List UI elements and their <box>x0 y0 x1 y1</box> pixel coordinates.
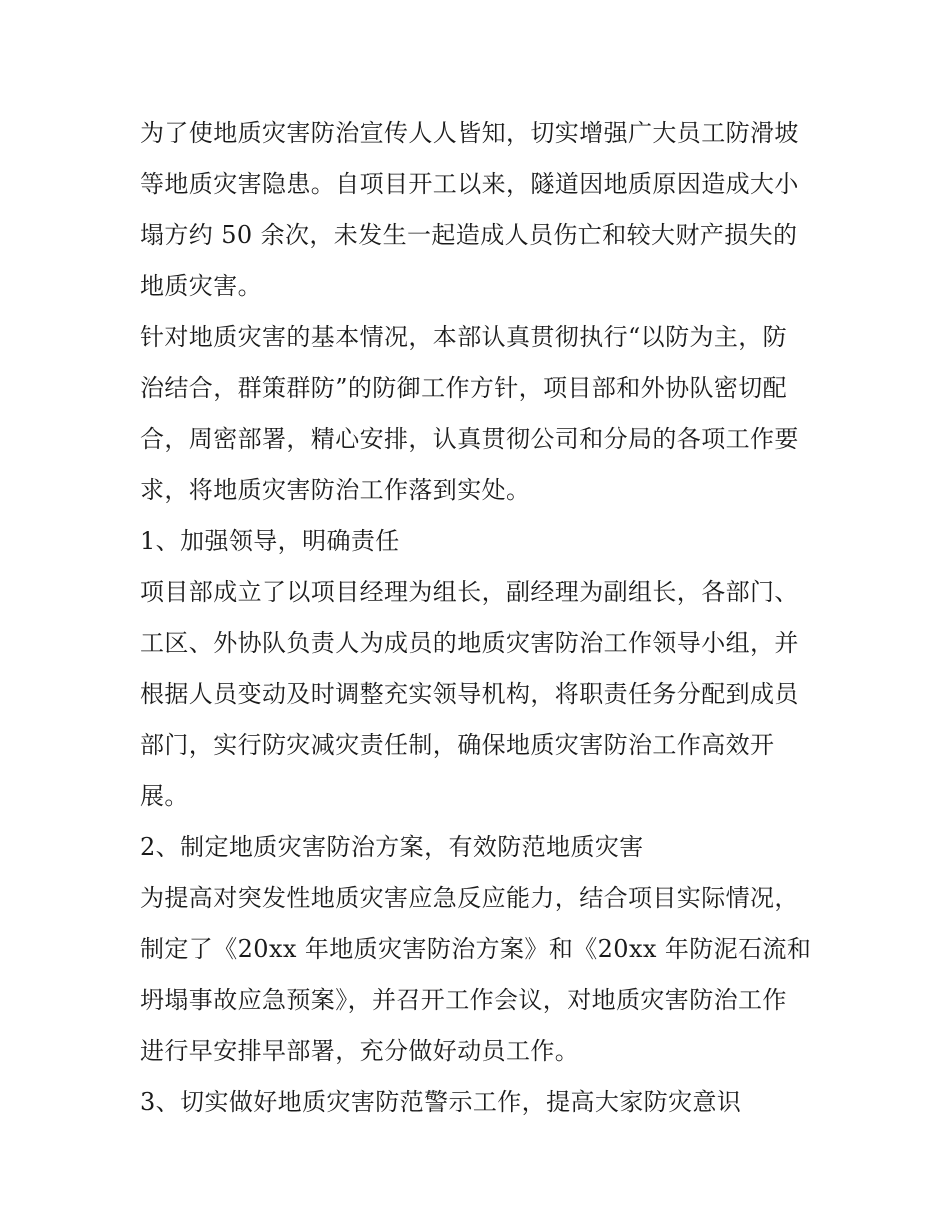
text-line: 坍塌事故应急预案》，并召开工作会议，对地质灾害防治工作 <box>140 986 787 1014</box>
text-line: 针对地质灾害的基本情况，本部认真贯彻执行“以防为主，防 <box>140 323 788 351</box>
section-heading-1 <box>140 516 820 567</box>
text-line: 为提高对突发性地质灾害应急反应能力，结合项目实际情况， <box>140 884 799 912</box>
section-heading-3 <box>140 1077 820 1128</box>
paragraph-plan <box>140 873 820 1077</box>
section-heading-2 <box>140 822 820 873</box>
text-line: 进行早安排早部署，充分做好动员工作。 <box>140 1037 580 1065</box>
text-line: 地质灾害。 <box>140 272 262 300</box>
document-body <box>140 108 820 1128</box>
text-line: 求，将地质灾害防治工作落到实处。 <box>140 476 531 504</box>
text-line: 塌方约 50 余次，未发生一起造成人员伤亡和较大财产损失的 <box>140 221 798 249</box>
heading-line: 1、加强领导，明确责任 <box>140 527 400 555</box>
text-line: 等地质灾害隐患。自项目开工以来，隧道因地质原因造成大小 <box>140 170 799 198</box>
text-line: 部门，实行防灾减灾责任制，确保地质灾害防治工作高效开 <box>140 731 775 759</box>
text-line: 展。 <box>140 782 189 810</box>
heading-line: 3、切实做好地质灾害防范警示工作，提高大家防灾意识 <box>140 1088 742 1116</box>
paragraph-leadership <box>140 567 820 822</box>
text-line: 工区、外协队负责人为成员的地质灾害防治工作领导小组，并 <box>140 629 799 657</box>
text-line: 根据人员变动及时调整充实领导机构，将职责任务分配到成员 <box>140 680 799 708</box>
text-line: 合，周密部署，精心安排，认真贯彻公司和分局的各项工作要 <box>140 425 799 453</box>
text-line: 治结合，群策群防”的防御工作方针，项目部和外协队密切配 <box>140 374 788 402</box>
text-line: 为了使地质灾害防治宣传人人皆知，切实增强广大员工防滑坡 <box>140 119 799 147</box>
text-line: 制定了《20xx 年地质灾害防治方案》和《20xx 年防泥石流和 <box>140 935 812 963</box>
paragraph-policy <box>140 312 820 516</box>
paragraph-intro <box>140 108 820 312</box>
heading-line: 2、制定地质灾害防治方案，有效防范地质灾害 <box>140 833 644 861</box>
text-line: 项目部成立了以项目经理为组长，副经理为副组长，各部门、 <box>140 578 799 606</box>
